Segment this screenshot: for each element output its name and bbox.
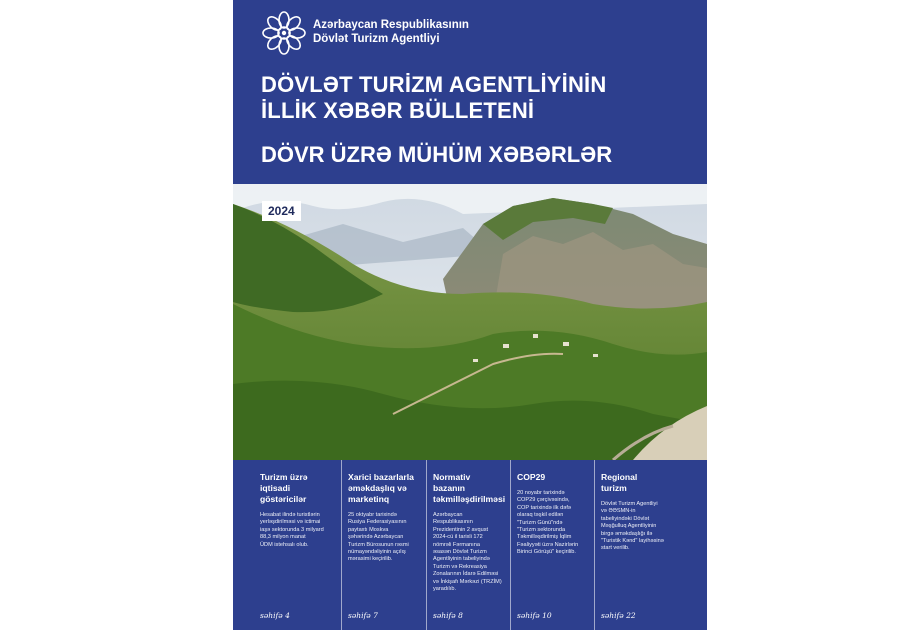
section-body [433,512,504,593]
section-body-line: yerləşdirilməsi və ictimai [260,519,321,526]
section-body-line: və ƏƏSMN-in [601,508,636,515]
section-body-line: və İnkişafı Mərkəzi (TRZİM) [433,578,502,585]
cover-header [233,0,707,184]
section-body-line: COP tarixində ilk dəfə [517,504,571,511]
section-body-line: "Turizm sektorunda [517,527,566,534]
year-badge: 2024 [262,201,301,221]
section-body-line: nümayəndəliyinin açılış [348,549,406,556]
section-body-line: Respublikasının [433,519,473,526]
section-body-line: 25 oktyabr tarixində [348,512,397,518]
section-body-line: Hesabat ilində turistlərin [260,512,320,518]
section-body-line: Məşğulluq Agentliyinin [601,523,657,530]
sections-strip [233,460,707,630]
section-title [601,472,684,494]
section-body-line: tabeliyindəki Dövlət [601,515,650,522]
page-reference[interactable]: səhifə 10 [517,611,552,620]
section-body-line: 20 noyabr tarixində [517,490,565,496]
section-cop29 [510,460,594,630]
section-title-line: Turizm üzrə [260,472,308,482]
section-body-line: yaradılıb. [433,586,457,593]
section-regional-tourism [594,460,690,630]
section-body-line: Təkmilləşdirilmiş İqlim [517,534,572,541]
agency-logo-icon [261,10,307,56]
page-reference[interactable]: səhifə 4 [260,611,290,620]
section-title-line: turizm [601,483,627,493]
section-title-line: marketinq [348,494,390,504]
bulletin-title-line-1: DÖVLƏT TURİZM AGENTLİYİNİN [261,72,607,97]
section-body-line: start verilib. [601,545,630,552]
section-body-line: Turizm və Rekreasiya [433,563,487,570]
section-title-line: təkmilləşdirilməsi [433,494,506,504]
agency-name [313,18,469,46]
section-body-line: 88,3 milyon manat [260,534,306,541]
section-body [348,512,419,564]
page-reference[interactable]: səhifə 22 [601,611,636,620]
agency-name-line-1: Azərbaycan Respublikasının [313,19,469,31]
section-body-line: birgə əməkdaşlığı ilə [601,530,653,537]
section-body-line: Dövlət Turizm Agentliyi [601,501,658,507]
page-reference[interactable]: səhifə 8 [433,611,463,620]
bulletin-title [261,72,606,124]
section-title [260,472,332,505]
section-body-line: Rusiya Federasiyasının [348,519,407,526]
section-title-line: göstəricilər [260,494,307,504]
mountain-landscape-image [233,184,707,460]
bulletin-title-line-2: İLLİK XƏBƏR BÜLLETENİ [261,98,535,123]
section-title-line: bazanın [433,483,465,493]
section-body-line: iaşə sektorunda 3 milyard [260,526,324,533]
section-body-line: Fəaliyyəti üzrə Nazirlərin [517,541,579,548]
section-title-line: Xarici bazarlarla [348,472,414,482]
section-body [601,501,684,553]
section-body-line: "Turistik Kənd" layihəsinə [601,538,664,545]
bulletin-subtitle: DÖVR ÜZRƏ MÜHÜM XƏBƏRLƏR [261,142,613,167]
cover-photo-mountain-landscape [233,184,707,460]
section-body-line: mərasimi keçirilib. [348,556,393,563]
section-body-line: Birinci Görüşü" keçirilib. [517,549,576,556]
section-tourism-economic-indicators [254,460,338,630]
section-body-line: şəhərində Azərbaycan [348,534,404,541]
section-body-line: nömrəli Fərmanına [433,541,480,548]
bulletin-cover [233,0,707,630]
page-reference[interactable]: səhifə 7 [348,611,378,620]
section-body-line: əsasən Dövlət Turizm [433,549,487,556]
section-title-line: əməkdaşlıq və [348,483,407,493]
section-normative-base-improvement [426,460,510,630]
section-title [433,472,504,505]
section-body-line: 2024-cü il tarixli 172 [433,534,483,541]
section-body-line: COP29 çərçivəsində, [517,497,570,504]
agency-name-line-2: Dövlət Turizm Agentliyi [313,33,440,45]
section-foreign-markets-marketing [341,460,425,630]
section-body-line: Agentliyinin tabeliyində [433,556,490,563]
section-body-line: Prezidentinin 2 avqust [433,526,489,533]
section-body-line: olaraq təşkil edilən [517,512,564,519]
section-title-line: COP29 [517,472,546,482]
section-title [517,472,588,483]
section-title-line: Normativ [433,472,471,482]
section-body-line: paytaxtı Moskva [348,526,389,533]
section-body-line: ÜDM istehsalı olub. [260,541,309,548]
section-title [348,472,419,505]
section-title-line: iqtisadi [260,483,291,493]
section-body [517,490,588,557]
section-body-line: Azərbaycan [433,512,463,518]
section-body-line: Turizm Bürosunun rəsmi [348,541,409,548]
section-body-line: "Turizm Günü"ndə [517,519,563,526]
section-title-line: Regional [601,472,638,482]
section-body-line: Zonalarının İdarə Edilməsi [433,571,499,578]
section-body [260,512,332,549]
